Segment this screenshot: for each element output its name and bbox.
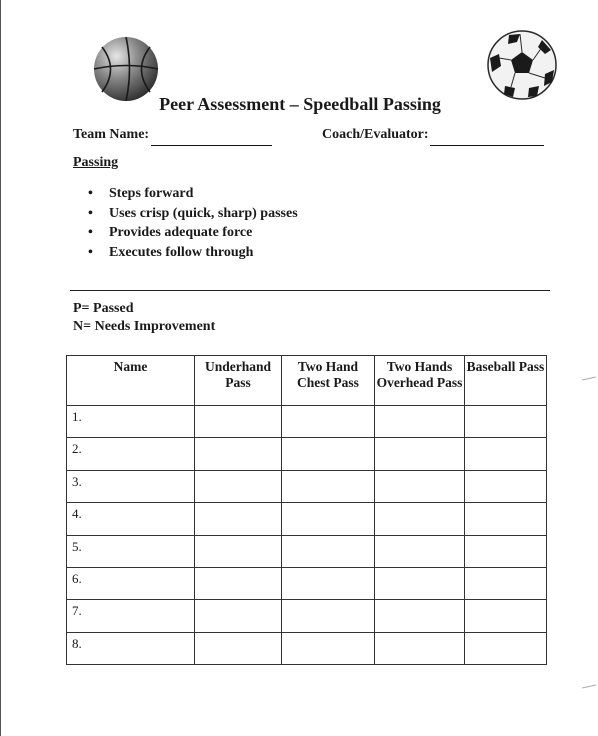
cell-chest[interactable] xyxy=(282,406,375,438)
basketball-icon xyxy=(93,36,159,102)
cell-baseball[interactable] xyxy=(465,503,547,535)
cell-overhead[interactable] xyxy=(375,535,465,567)
scan-mark xyxy=(582,377,596,381)
cell-chest[interactable] xyxy=(282,438,375,470)
row-number: 2. xyxy=(67,438,195,470)
criteria-item xyxy=(88,184,304,204)
cell-underhand[interactable] xyxy=(195,503,282,535)
cell-chest[interactable] xyxy=(282,503,375,535)
criteria-text: Executes follow through xyxy=(109,244,254,260)
cell-underhand[interactable] xyxy=(195,438,282,470)
scan-mark xyxy=(582,685,596,689)
coach-evaluator-label: Coach/Evaluator: xyxy=(322,127,429,142)
cell-baseball[interactable] xyxy=(465,406,547,438)
section-heading: Passing xyxy=(73,155,119,170)
page-title: Peer Assessment – Speedball Passing xyxy=(159,94,441,114)
table-row xyxy=(67,567,547,599)
row-number: 5. xyxy=(67,535,195,567)
cell-overhead[interactable] xyxy=(375,438,465,470)
team-name-line xyxy=(151,145,272,146)
cell-baseball[interactable] xyxy=(465,632,547,664)
cell-overhead[interactable] xyxy=(375,567,465,599)
header-underhand-pass: Underhand Pass xyxy=(195,356,282,406)
row-number: 8. xyxy=(67,632,195,664)
cell-underhand[interactable] xyxy=(195,470,282,502)
criteria-item xyxy=(88,204,304,224)
criteria-text: Steps forward xyxy=(109,186,194,201)
cell-baseball[interactable] xyxy=(465,535,547,567)
cell-baseball[interactable] xyxy=(465,438,547,470)
header-two-hand-chest-pass: Two Hand Chest Pass xyxy=(282,356,375,406)
team-name-label: Team Name: xyxy=(73,127,150,142)
cell-underhand[interactable] xyxy=(195,600,282,632)
soccer-ball-icon xyxy=(487,30,557,100)
cell-baseball[interactable] xyxy=(465,600,547,632)
cell-overhead[interactable] xyxy=(375,470,465,502)
criteria-text: Provides adequate force xyxy=(109,225,253,240)
cell-chest[interactable] xyxy=(282,567,375,599)
table-row xyxy=(67,438,547,470)
criteria-item xyxy=(88,223,304,243)
legend-passed: P= Passed xyxy=(73,301,134,316)
divider xyxy=(70,290,550,291)
table-row xyxy=(67,600,547,632)
row-number: 6. xyxy=(67,567,195,599)
cell-chest[interactable] xyxy=(282,535,375,567)
cell-underhand[interactable] xyxy=(195,535,282,567)
header-baseball-pass: Baseball Pass xyxy=(465,356,547,406)
cell-chest[interactable] xyxy=(282,470,375,502)
header-name: Name xyxy=(67,356,195,406)
cell-underhand[interactable] xyxy=(195,406,282,438)
bullet-icon: • xyxy=(88,244,93,260)
page-edge xyxy=(0,0,1,736)
row-number: 7. xyxy=(67,600,195,632)
table-header-row xyxy=(67,356,547,406)
row-number: 4. xyxy=(67,503,195,535)
cell-baseball[interactable] xyxy=(465,470,547,502)
header-two-hands-overhead-pass: Two Hands Overhead Pass xyxy=(375,356,465,406)
bullet-icon: • xyxy=(88,186,93,201)
criteria-list xyxy=(88,184,304,262)
table-row xyxy=(67,503,547,535)
cell-overhead[interactable] xyxy=(375,406,465,438)
legend-needs-improvement: N= Needs Improvement xyxy=(73,319,216,334)
cell-baseball[interactable] xyxy=(465,567,547,599)
table-row xyxy=(67,632,547,664)
bullet-icon: • xyxy=(88,225,93,240)
table-row xyxy=(67,406,547,438)
cell-underhand[interactable] xyxy=(195,567,282,599)
table-row xyxy=(67,535,547,567)
coach-evaluator-line xyxy=(430,145,544,146)
cell-overhead[interactable] xyxy=(375,503,465,535)
row-number: 1. xyxy=(67,406,195,438)
cell-overhead[interactable] xyxy=(375,632,465,664)
cell-chest[interactable] xyxy=(282,632,375,664)
bullet-icon: • xyxy=(88,205,93,221)
cell-overhead[interactable] xyxy=(375,600,465,632)
table-row xyxy=(67,470,547,502)
assessment-table xyxy=(66,355,547,665)
criteria-item xyxy=(88,243,304,263)
cell-chest[interactable] xyxy=(282,600,375,632)
criteria-text: Uses crisp (quick, sharp) passes xyxy=(109,205,298,221)
row-number: 3. xyxy=(67,470,195,502)
cell-underhand[interactable] xyxy=(195,632,282,664)
